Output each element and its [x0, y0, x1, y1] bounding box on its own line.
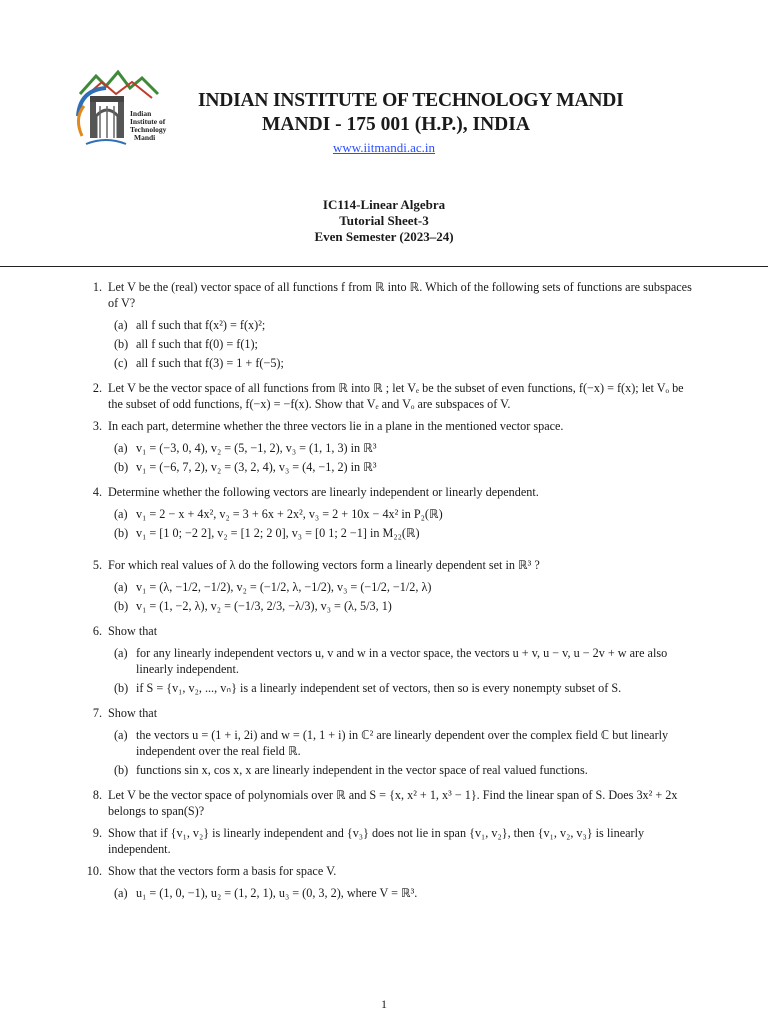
course-title: IC114-Linear Algebra	[322, 197, 446, 212]
part-label: (b)	[114, 681, 129, 695]
question-text: Let V be the vector space of all functions from ℝ into ℝ ; let Vₑ be the subset of even functions, f(−x) = f(x); let Vₒ be the subset of odd functions, f(−x) = −f(x). Show that Vₑ and Vₒ are subspaces of V.	[108, 381, 684, 411]
part-label: (a)	[114, 580, 128, 594]
question-text: For which real values of λ do the following vectors form a linearly dependent set in ℝ³ ?	[108, 558, 540, 572]
part-label: (a)	[114, 886, 128, 900]
part-label: (a)	[114, 646, 128, 660]
question-item	[78, 484, 700, 551]
question-number: 4.	[92, 485, 102, 499]
website-line	[0, 140, 768, 156]
part-text: for any linearly independent vectors u, v and w in a vector space, the vectors u + v, u − v, u − 2v + w are also linearly independent.	[136, 646, 668, 676]
question-number: 9.	[92, 826, 102, 840]
part-text: v₁ = (λ, −1/2, −1/2), v₂ = (−1/2, λ, −1/2), v₃ = (−1/2, −1/2, λ)	[136, 580, 432, 594]
question-part	[114, 579, 700, 595]
question-number: 2.	[92, 381, 102, 395]
part-text: all f such that f(0) = f(1);	[136, 337, 258, 351]
website-link[interactable]: www.iitmandi.ac.in	[332, 140, 436, 155]
question-body	[108, 557, 700, 617]
question-parts	[108, 440, 700, 475]
question-number: 1.	[92, 280, 102, 294]
question-part	[114, 525, 700, 541]
question-number: 3.	[92, 419, 102, 433]
question-item	[78, 557, 700, 617]
question-parts	[108, 727, 700, 778]
part-text: all f such that f(x²) = f(x)²;	[136, 318, 266, 332]
part-text: v₁ = (−3, 0, 4), v₂ = (5, −1, 2), v₃ = (1, 1, 3) in ℝ³	[136, 441, 377, 455]
logo-text-2: Institute of	[130, 117, 166, 126]
question-part	[114, 885, 700, 901]
question-body	[108, 863, 700, 904]
part-text: functions sin x, cos x, x are linearly independent in the vector space of real valued functions.	[136, 763, 588, 777]
question-item	[78, 787, 700, 819]
question-body	[108, 380, 700, 412]
question-body	[108, 484, 700, 551]
part-text: the vectors u = (1 + i, 2i) and w = (1, 1 + i) in ℂ² are linearly dependent over the complex field ℂ but linearly independent over the real field ℝ.	[136, 728, 669, 758]
question-parts	[108, 579, 700, 614]
header-divider	[0, 266, 768, 267]
logo-text-4: Mandi	[134, 133, 156, 142]
question-number: 6.	[92, 624, 102, 638]
question-part	[114, 506, 700, 522]
question-text: Let V be the (real) vector space of all functions f from ℝ into ℝ. Which of the following sets of functions are subspaces of V?	[108, 280, 692, 310]
page-number: 1	[381, 997, 387, 1011]
part-label: (a)	[114, 441, 128, 455]
part-label: (c)	[114, 356, 128, 370]
document-header	[0, 0, 768, 270]
question-part	[114, 459, 700, 475]
sheet-label: Tutorial Sheet-3	[339, 213, 429, 228]
sheet-title	[0, 197, 768, 245]
institute-name: INDIAN INSTITUTE OF TECHNOLOGY MANDI	[198, 90, 624, 111]
part-label: (a)	[114, 318, 128, 332]
question-text: Show that if {v₁, v₂} is linearly independent and {v₃} does not lie in span {v₁, v₂}, then {v₁, v₂, v₃} is linearly independent.	[108, 826, 645, 856]
question-part	[114, 598, 700, 614]
question-parts	[108, 506, 700, 541]
question-text: Determine whether the following vectors are linearly independent or linearly dependent.	[108, 485, 539, 499]
question-part	[114, 645, 700, 677]
part-text: if S = {v₁, v₂, ..., vₙ} is a linearly independent set of vectors, then so is every nonempty subset of S.	[136, 681, 622, 695]
question-text: Show that	[108, 624, 158, 638]
question-number: 10.	[86, 864, 102, 878]
part-label: (a)	[114, 728, 128, 742]
institute-address: MANDI - 175 001 (H.P.), INDIA	[262, 114, 530, 135]
part-text: u₁ = (1, 0, −1), u₂ = (1, 2, 1), u₃ = (0, 3, 2), where V = ℝ³.	[136, 886, 418, 900]
question-number: 8.	[92, 788, 102, 802]
part-label: (b)	[114, 337, 129, 351]
question-item	[78, 825, 700, 857]
part-label: (a)	[114, 507, 128, 521]
question-part	[114, 336, 700, 352]
logo-text-1: Indian	[130, 109, 152, 118]
question-body	[108, 418, 700, 478]
part-text: v₁ = (1, −2, λ), v₂ = (−1/3, 2/3, −λ/3), v₃ = (λ, 5/3, 1)	[136, 599, 392, 613]
part-text: v₁ = 2 − x + 4x², v₂ = 3 + 6x + 2x², v₃ = 2 + 10x − 4x² in P₂(ℝ)	[136, 507, 443, 521]
logo-text-3: Technology	[130, 125, 167, 134]
question-item	[78, 418, 700, 478]
question-body	[108, 279, 700, 374]
question-part	[114, 355, 700, 371]
question-parts	[108, 885, 700, 901]
question-item	[78, 863, 700, 904]
part-text: v₁ = (−6, 7, 2), v₂ = (3, 2, 4), v₃ = (4, −1, 2) in ℝ³	[136, 460, 377, 474]
part-label: (b)	[114, 599, 129, 613]
question-text: In each part, determine whether the three vectors lie in a plane in the mentioned vector space.	[108, 419, 564, 433]
iit-mandi-logo	[72, 66, 182, 150]
part-label: (b)	[114, 526, 129, 540]
semester-label: Even Semester (2023–24)	[314, 229, 454, 244]
question-text: Let V be the vector space of polynomials over ℝ and S = {x, x² + 1, x³ − 1}. Find the linear span of S. Does 3x² + 2x belongs to span(S)?	[108, 788, 678, 818]
question-body	[108, 825, 700, 857]
question-item	[78, 279, 700, 374]
question-body	[108, 705, 700, 781]
question-part	[114, 440, 700, 456]
question-number: 7.	[92, 706, 102, 720]
question-item	[78, 623, 700, 699]
question-parts	[108, 317, 700, 371]
question-item	[78, 380, 700, 412]
question-body	[108, 623, 700, 699]
questions-list	[78, 279, 700, 910]
question-part	[114, 680, 700, 696]
question-part	[114, 762, 700, 778]
part-label: (b)	[114, 763, 129, 777]
question-item	[78, 705, 700, 781]
question-part	[114, 727, 700, 759]
question-text: Show that the vectors form a basis for space V.	[108, 864, 337, 878]
question-body	[108, 787, 700, 819]
question-number: 5.	[92, 558, 102, 572]
part-label: (b)	[114, 460, 129, 474]
question-parts	[108, 645, 700, 696]
part-text: all f such that f(3) = 1 + f(−5);	[136, 356, 284, 370]
question-text: Show that	[108, 706, 158, 720]
part-text: v₁ = [1 0; −2 2], v₂ = [1 2; 2 0], v₃ = [0 1; 2 −1] in M₂₂(ℝ)	[136, 526, 420, 540]
question-part	[114, 317, 700, 333]
